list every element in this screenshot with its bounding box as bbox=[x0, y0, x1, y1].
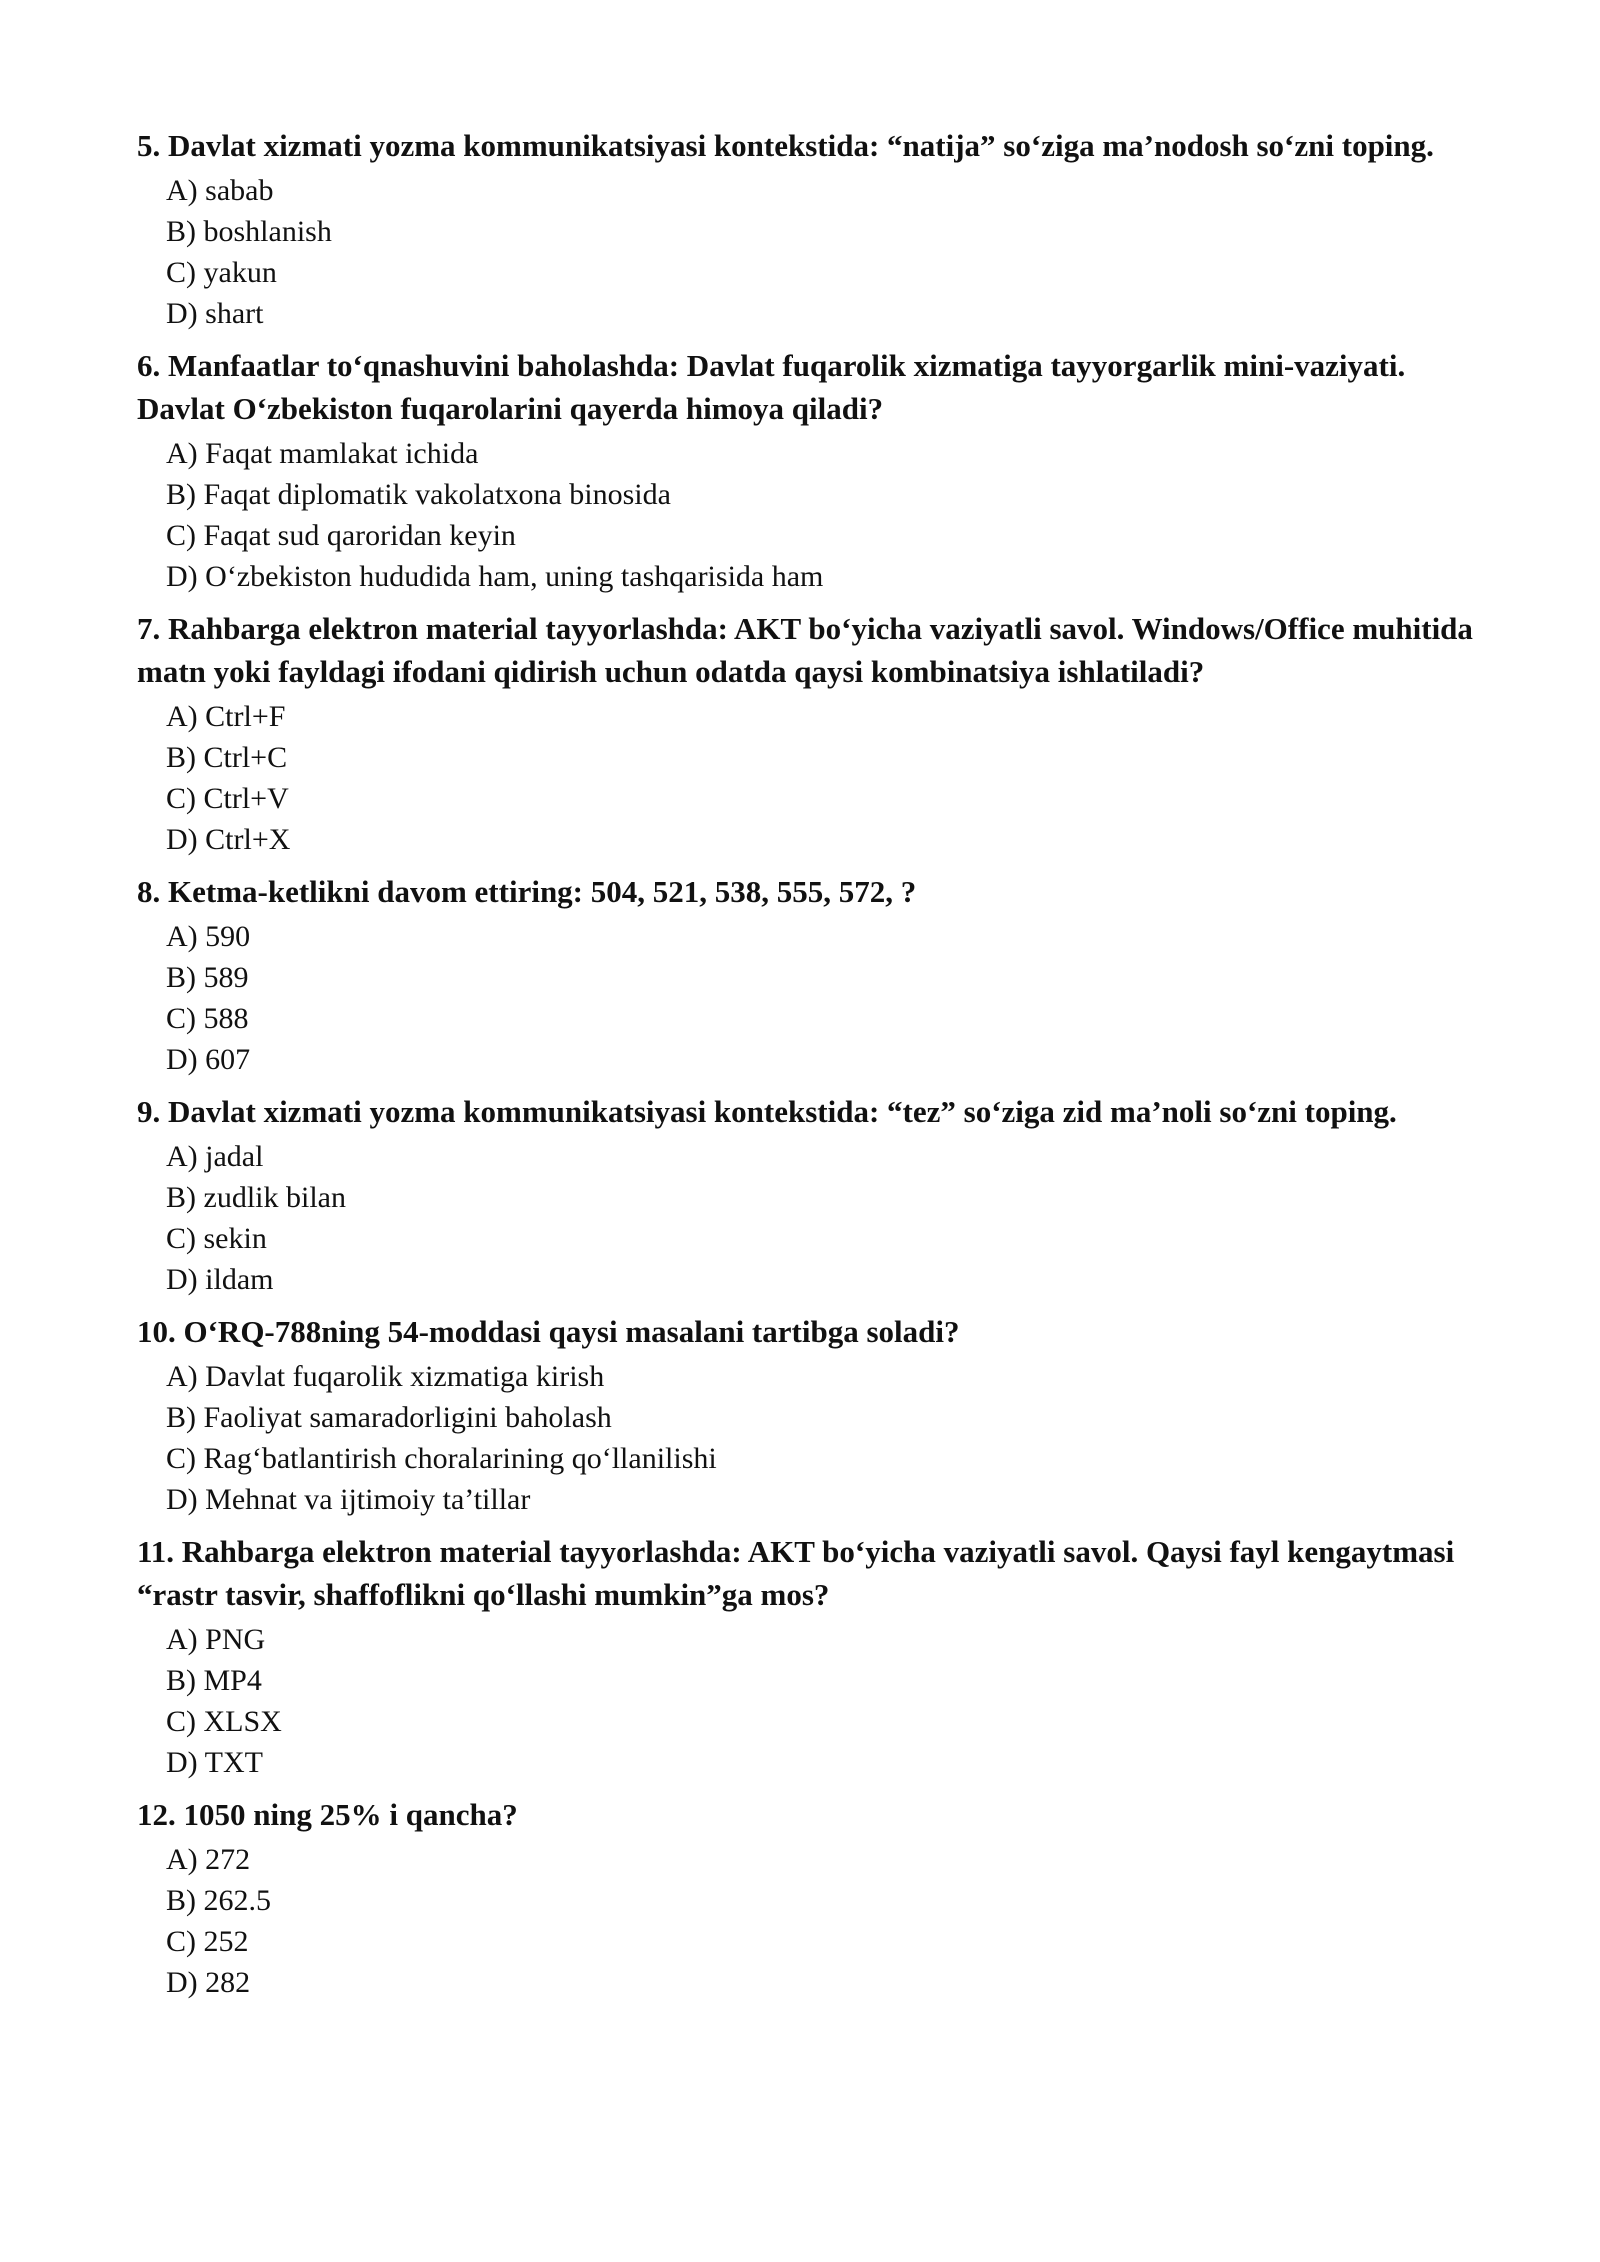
option-b: B) MP4 bbox=[166, 1664, 262, 1697]
question-text: 12. 1050 ning 25% i qancha? bbox=[137, 1797, 518, 1832]
option-a: A) Faqat mamlakat ichida bbox=[166, 437, 479, 470]
question-10 bbox=[137, 1310, 1480, 1520]
answer-options bbox=[137, 696, 1480, 860]
option-b: B) Faqat diplomatik vakolatxona binosida bbox=[166, 478, 671, 511]
option-d: D) Mehnat va ijtimoiy ta’tillar bbox=[166, 1483, 531, 1516]
option-d: D) shart bbox=[166, 297, 264, 330]
option-c: C) sekin bbox=[166, 1222, 267, 1255]
question-11 bbox=[137, 1530, 1480, 1783]
answer-options bbox=[137, 1839, 1480, 2003]
option-a: A) PNG bbox=[166, 1623, 266, 1656]
answer-options bbox=[137, 1356, 1480, 1520]
option-c: C) 588 bbox=[166, 1002, 249, 1035]
option-a: A) 272 bbox=[166, 1843, 251, 1876]
option-d: D) TXT bbox=[166, 1746, 263, 1779]
option-b: B) zudlik bilan bbox=[166, 1181, 346, 1214]
option-b: B) 262.5 bbox=[166, 1884, 271, 1917]
option-d: D) ildam bbox=[166, 1263, 274, 1296]
question-12 bbox=[137, 1793, 1480, 2003]
option-b: B) boshlanish bbox=[166, 215, 332, 248]
option-c: C) Ctrl+V bbox=[166, 782, 289, 815]
question-text: 9. Davlat xizmati yozma kommunikatsiyasi kontekstida: “tez” so‘ziga zid ma’noli so‘zni toping. bbox=[137, 1094, 1397, 1129]
option-a: A) 590 bbox=[166, 920, 251, 953]
question-text: 6. Manfaatlar to‘qnashuvini baholashda: Davlat fuqarolik xizmatiga tayyorgarlik mini-vaziyati. Davlat O‘zbekiston fuqarolarini qayerda himoya qiladi? bbox=[137, 348, 1406, 426]
option-a: A) Ctrl+F bbox=[166, 700, 286, 733]
question-5 bbox=[137, 124, 1480, 334]
answer-options bbox=[137, 1136, 1480, 1300]
option-c: C) yakun bbox=[166, 256, 277, 289]
question-text: 11. Rahbarga elektron material tayyorlashda: AKT bo‘yicha vaziyatli savol. Qaysi fayl kengaytmasi “rastr tasvir, shaffoflikni qo‘llashi mumkin”ga mos? bbox=[137, 1534, 1455, 1612]
option-a: A) jadal bbox=[166, 1140, 264, 1173]
option-c: C) Faqat sud qaroridan keyin bbox=[166, 519, 516, 552]
answer-options bbox=[137, 916, 1480, 1080]
option-b: B) 589 bbox=[166, 961, 249, 994]
answer-options bbox=[137, 1619, 1480, 1783]
question-text: 10. O‘RQ-788ning 54-moddasi qaysi masalani tartibga soladi? bbox=[137, 1314, 960, 1349]
question-9 bbox=[137, 1090, 1480, 1300]
option-d: D) 282 bbox=[166, 1966, 251, 1999]
option-a: A) Davlat fuqarolik xizmatiga kirish bbox=[166, 1360, 605, 1393]
question-text: 7. Rahbarga elektron material tayyorlashda: AKT bo‘yicha vaziyatli savol. Windows/Office muhitida matn yoki fayldagi ifodani qidirish uchun odatda qaysi kombinatsiya ishlatiladi? bbox=[137, 611, 1473, 689]
option-c: C) Rag‘batlantirish choralarining qo‘llanilishi bbox=[166, 1442, 717, 1475]
question-text: 5. Davlat xizmati yozma kommunikatsiyasi kontekstida: “natija” so‘ziga ma’nodosh so‘zni toping. bbox=[137, 128, 1434, 163]
question-8 bbox=[137, 870, 1480, 1080]
option-c: C) 252 bbox=[166, 1925, 249, 1958]
question-text: 8. Ketma-ketlikni davom ettiring: 504, 521, 538, 555, 572, ? bbox=[137, 874, 917, 909]
question-6 bbox=[137, 344, 1480, 597]
option-b: B) Faoliyat samaradorligini baholash bbox=[166, 1401, 612, 1434]
option-b: B) Ctrl+C bbox=[166, 741, 288, 774]
option-c: C) XLSX bbox=[166, 1705, 282, 1738]
option-d: D) 607 bbox=[166, 1043, 251, 1076]
option-a: A) sabab bbox=[166, 174, 274, 207]
question-7 bbox=[137, 607, 1480, 860]
answer-options bbox=[137, 170, 1480, 334]
answer-options bbox=[137, 433, 1480, 597]
option-d: D) Ctrl+X bbox=[166, 823, 291, 856]
option-d: D) O‘zbekiston hududida ham, uning tashqarisida ham bbox=[166, 560, 824, 593]
